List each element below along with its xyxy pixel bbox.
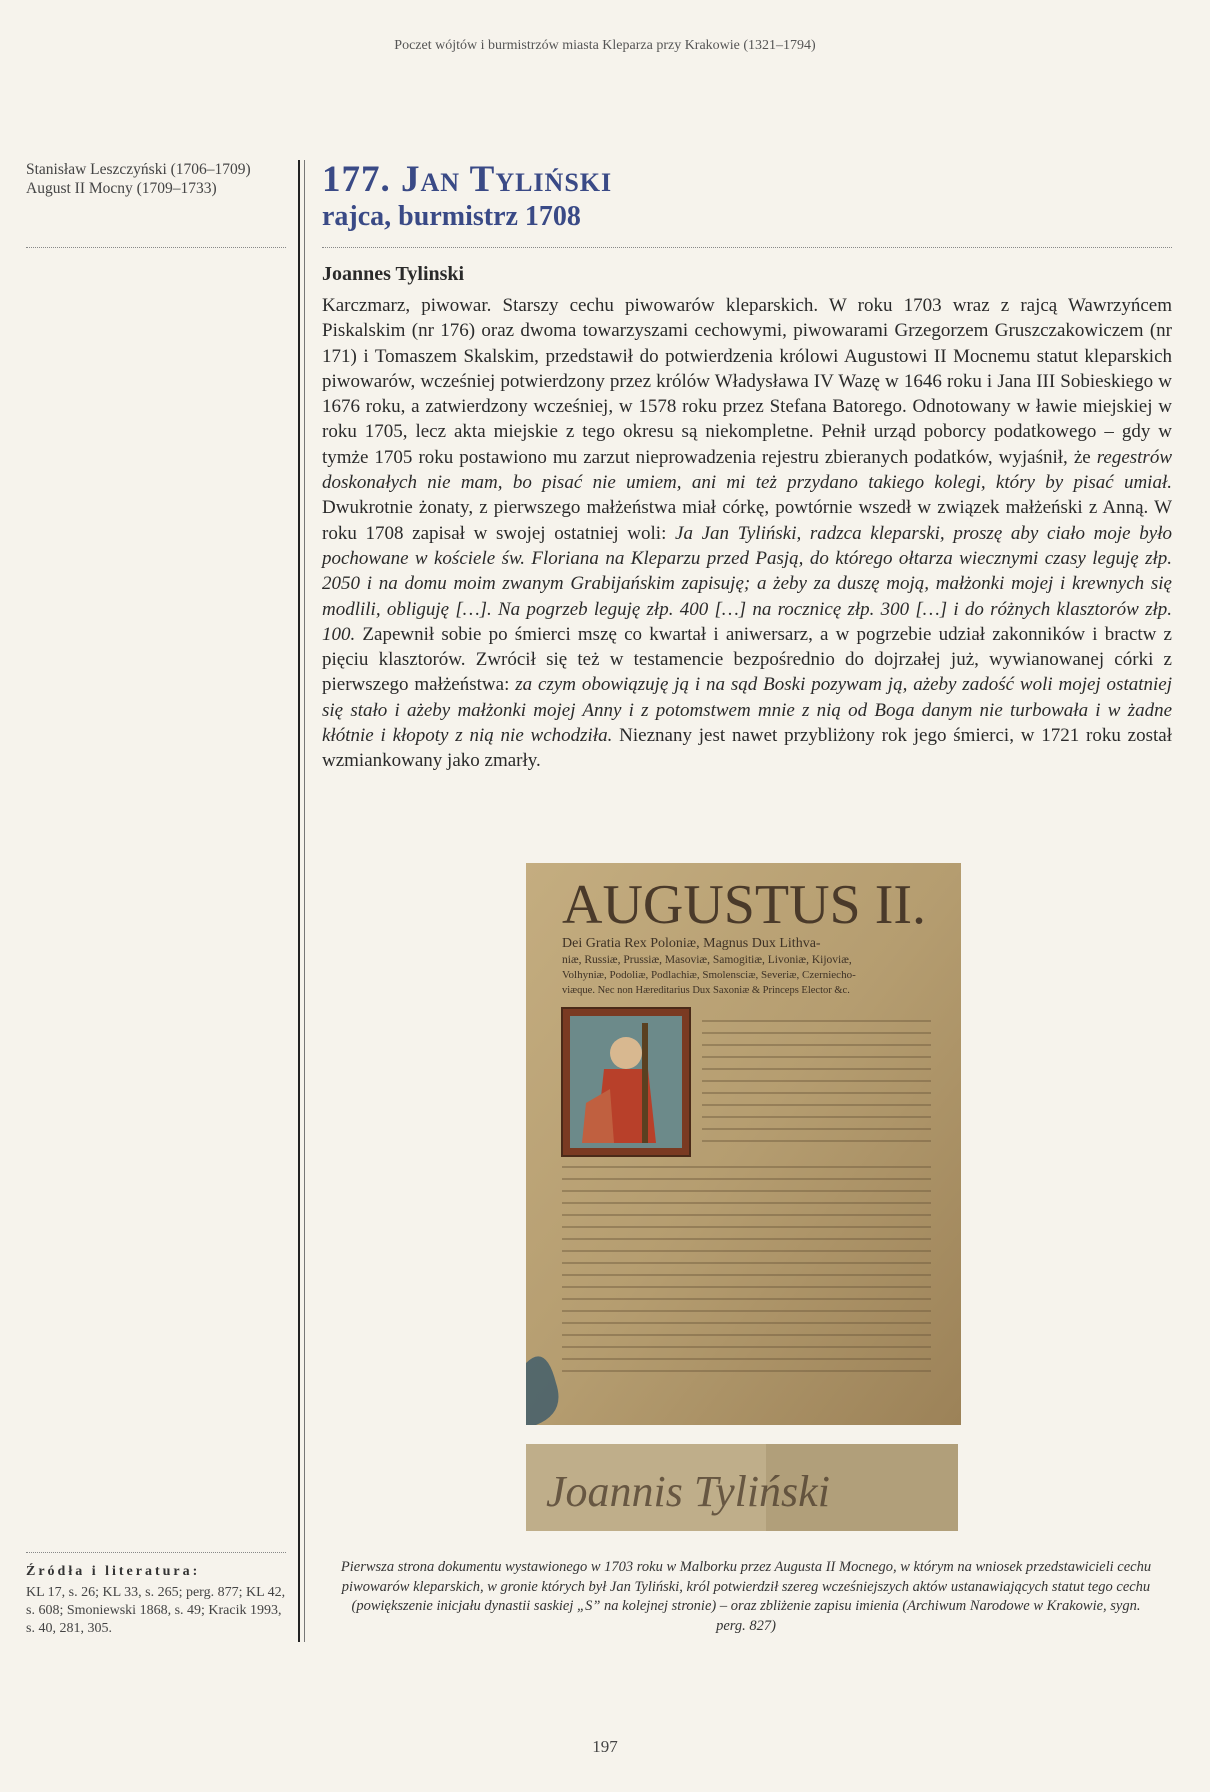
bio-quote-1: regestrów doskonałych nie mam, bo pisać nie umiem, ani mi też przydano takiego kolegi, który by pisać umiał.: [322, 446, 1172, 494]
title-divider: [322, 247, 1172, 248]
entry-title-block: [322, 160, 612, 234]
sources-heading: Źródła i literatura:: [26, 1564, 201, 1579]
vertical-rule-thin: [304, 160, 305, 1642]
vertical-rule: [298, 160, 300, 1642]
sidebar-divider-top: [26, 247, 286, 248]
latin-name: Joannes Tylinski: [322, 263, 465, 285]
signature-closeup: [526, 1444, 958, 1531]
doc-line-2: niæ, Russiæ, Prussiæ, Masoviæ, Samogitiæ, Livoniæ, Kijoviæ,: [562, 954, 852, 966]
page-number: 197: [592, 1737, 618, 1756]
bio-part-4: Nieznany jest nawet przybliżony rok jego śmierci, w 1721 roku został wzmiankowany jako zmarły.: [322, 725, 1172, 772]
doc-line-4: viæque. Nec non Hæreditarius Dux Saxoniæ & Princeps Elector &c.: [562, 985, 850, 996]
reign-leszczynski: Stanisław Leszczyński (1706–1709): [26, 161, 251, 178]
bio-part-1: Karczmarz, piwowar. Starszy cechu piwowarów kleparskich. W roku 1703 wraz z rajcą Wawrzyńcem Piskalskim (nr 176) oraz dwoma towarzyszami cechowymi, piwowarami Grzegorzem Gruszczakowiczem (nr 171) i Tomaszem Skalskim, przedstawił do potwierdzenia królowi Augustowi II Mocnemu statut kleparskich piwowarów, wcześniej potwierdzony przez królów Władysława IV Wazę w 1646 roku i Jana III Sobieskiego w 1676 roku, a zatwierdzony wcześniej, w 1578 roku przez Stefana Batorego. Odnotowany w ławie miejskiej w roku 1705, lecz akta miejskie z tego okresu są niekompletne. Pełnił urząd poborcy podatkowego – gdy w tymże 1705 roku postawiono mu zarzut nieprowadzenia rejestru zbieranych podatków, wyjaśnił, że: [322, 295, 1172, 468]
reigns-sidebar: [26, 160, 286, 198]
figure-caption: Pierwsza strona dokumentu wystawionego w 1703 roku w Malborku przez Augusta II Mocnego, w którym na wniosek przedstawicieli cechu piwowarów kleparskich, w gronie których był Jan Tyliński, król potwierdził szereg wcześniejszych aktów ustanawiających statut tego cechu (powiększenie inicjału dynastii saskiej „S” na kolejnej stronie) – oraz zbliżenie zapisu imienia (Archiwum Narodowe w Krakowie, sygn. perg. 827): [340, 1559, 1152, 1634]
sources-list: KL 17, s. 26; KL 33, s. 265; perg. 877; KL 42, s. 608; Smoniewski 1868, s. 49; Kracik 1993, s. 40, 281, 305.: [26, 1585, 286, 1636]
running-header: Poczet wójtów i burmistrzów miasta Kleparza przy Krakowie (1321–1794): [394, 38, 816, 53]
bio-quote-3: za czym obowiązuję ją i na sąd Boski pozywam ją, ażeby zadość woli mojej ostatniej się stało i ażeby małżonki mojej Anny i z potomstwem mnie z nią od Boga danym nie turbowała i w żadne kłótnie i kłopoty z nią nie wchodziła.: [322, 674, 1173, 747]
doc-line-1: Dei Gratia Rex Poloniæ, Magnus Dux Lithva-: [562, 936, 821, 951]
doc-heading: AUGUSTUS II.: [562, 874, 926, 936]
doc-line-3: Volhyniæ, Podoliæ, Podlachiæ, Smolensciæ, Severiæ, Czerniecho-: [562, 969, 856, 981]
reign-august-ii: August II Mocny (1709–1733): [26, 180, 217, 197]
signature-text: Joannis Tyliński: [546, 1467, 830, 1516]
bio-part-3: Zapewnił sobie po śmierci mszę co kwartał i aniwersarz, a w pogrzebie udział zakonników i bractw z pięciu klasztorów. Zwrócił się też w testamencie bezpośrednio do dojrzałej już, wywianowanej córki z pierwszego małżeństwa:: [322, 623, 1172, 696]
entry-role: rajca, burmistrz 1708: [322, 201, 581, 232]
entry-title: 177. Jan Tyliński: [322, 159, 613, 200]
document-photo: [526, 863, 961, 1425]
biography-text: [322, 293, 1172, 774]
illuminated-miniature: [562, 1008, 690, 1156]
bio-quote-2: Ja Jan Tyliński, radzca kleparski, proszę aby ciało moje było pochowane w kościele św. Floriana na Kleparzu przed Pasją, do którego ołtarza wiecznymi czasy leguję złp. 2050 i na domu moim zwanym Grabijańskim zapisuję; a żeby za duszę moją, małżonki mojej i krewnych się modlili, obliguję […]. Na pogrzeb leguję złp. 400 […] na rocznicę złp. 300 […] i do różnych klasztorów złp. 100.: [322, 522, 1172, 645]
sidebar-divider-bottom: [26, 1552, 286, 1553]
bio-part-2: Dwukrotnie żonaty, z pierwszego małżeństwa miał córkę, powtórnie wszedł w związek małżeński z Anną. W roku 1708 zapisał w swojej ostatniej woli:: [322, 497, 1172, 544]
